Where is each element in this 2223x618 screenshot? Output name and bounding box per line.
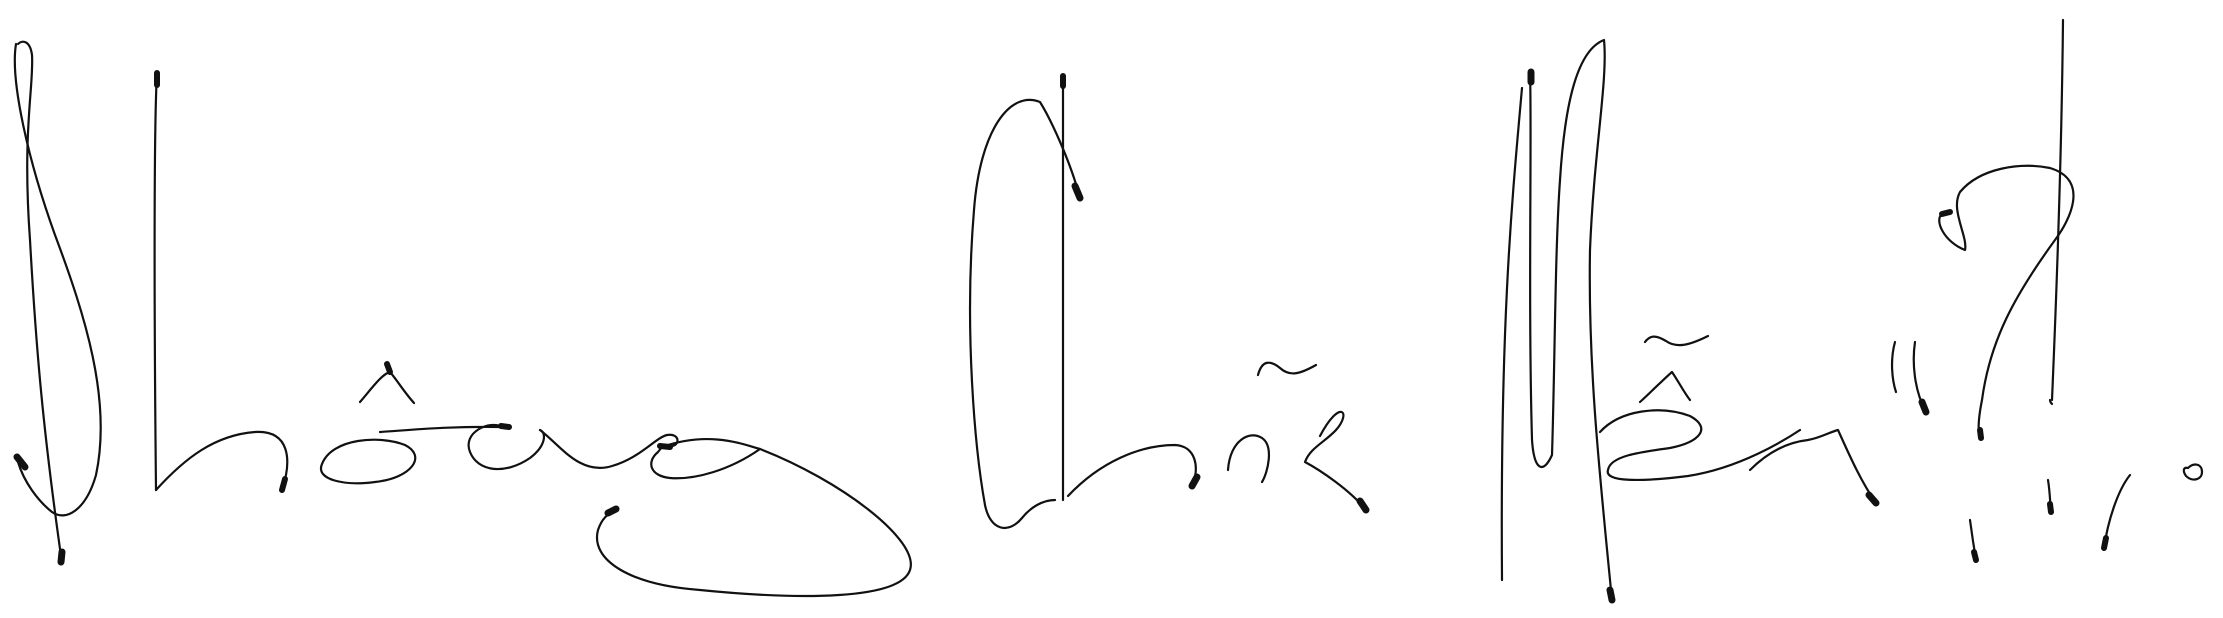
stroke-end-7 <box>660 446 670 447</box>
stroke-end-14 <box>1610 590 1612 600</box>
question-mark <box>1939 166 2073 438</box>
stroke-end-18 <box>1980 430 1981 438</box>
mark-circle <box>2184 465 2202 480</box>
letter-u <box>1228 435 1269 482</box>
letter-u2 <box>1750 430 1876 503</box>
letter-o-circle <box>321 440 415 483</box>
letter-e <box>1600 410 1800 480</box>
stroke-end-15 <box>1869 495 1876 503</box>
stroke-end-5 <box>387 364 390 372</box>
letter-e-hat <box>1640 372 1690 402</box>
stroke-end-17 <box>1942 212 1950 214</box>
letter-h2-arch <box>1068 445 1196 496</box>
exclamation-line <box>2052 20 2063 400</box>
letter-h-arch <box>156 432 287 490</box>
letter-k-stem <box>18 42 62 563</box>
letter-e-tilde <box>1645 336 1708 345</box>
letter-u-tilde <box>1258 363 1316 375</box>
letter-o-hat <box>360 372 414 403</box>
stroke-end-4 <box>282 479 285 490</box>
stroke-end-2 <box>61 552 62 562</box>
stroke-end-16 <box>1922 402 1926 412</box>
stroke-end-9 <box>1075 186 1080 198</box>
letter-n-tail <box>540 430 677 468</box>
quote-mark <box>1892 342 1896 392</box>
stroke-end-20 <box>2050 504 2051 512</box>
stroke-end-8 <box>608 509 616 513</box>
stroke-end-11 <box>1192 477 1197 486</box>
stroke-end-21 <box>2104 538 2106 548</box>
letter-g-tail <box>597 449 911 596</box>
letter-n <box>380 425 544 469</box>
stroke-end-12 <box>1360 501 1366 510</box>
stroke-end-19 <box>1974 552 1976 560</box>
letter-n2-left <box>1502 88 1522 580</box>
letter-u-horn <box>1305 412 1366 510</box>
letter-n2-stem <box>1530 40 1612 600</box>
stroke-end-6 <box>501 426 509 427</box>
letter-k-loop <box>15 44 101 515</box>
letter-h-stem <box>155 74 157 490</box>
